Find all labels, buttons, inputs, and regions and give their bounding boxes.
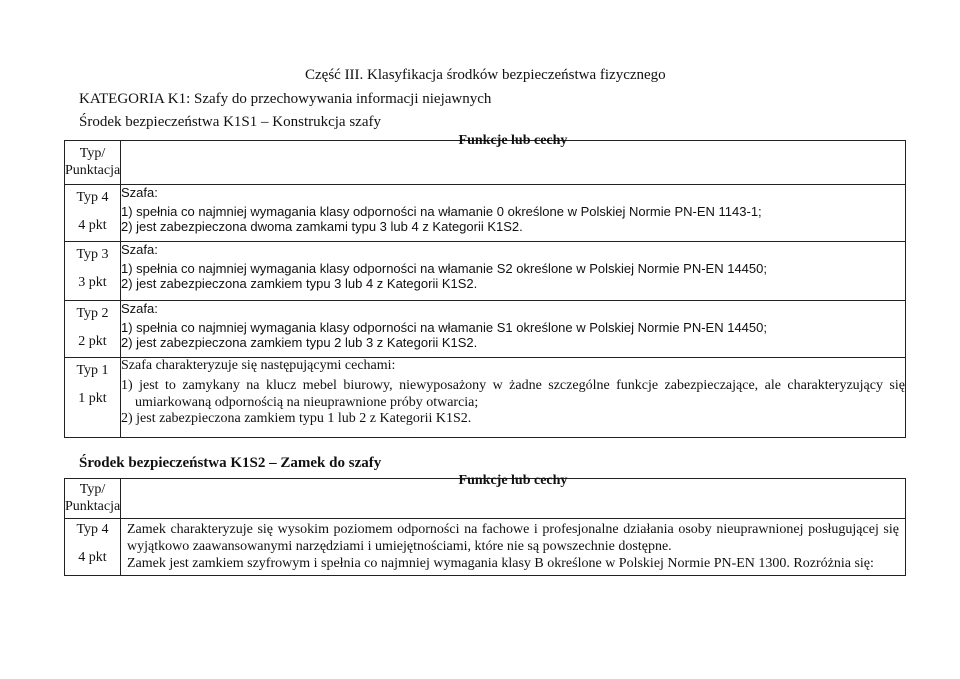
header-features-cell (121, 473, 906, 519)
list-item: 1) spełnia co najmniej wymagania klasy odporności na włamanie S2 określone w Polskiej Normie PN-EN 14450; (121, 260, 767, 276)
list-item: 2) jest zabezpieczona zamkiem typu 3 lub 4 z Kategorii K1S2. (121, 276, 478, 292)
part-title: Część III. Klasyfikacja środków bezpieczeństwa fizycznego (305, 67, 666, 83)
points-label: 3 pkt (78, 274, 107, 290)
lock-description: Zamek charakteryzuje się wysokim poziomem odporności na fachowe i profesjonalne działania osoby nieuprawnionej posługującej się wyjątkowo zaawansowanymi narzędziami i umiejętnościami, które nie są powszechnie dostępne. (127, 522, 899, 554)
table-row (65, 301, 906, 358)
type-cell (65, 519, 121, 576)
type-label: Typ 3 (76, 247, 109, 262)
header-features-label: Funkcje lub cechy (458, 133, 568, 148)
features-cell (121, 242, 906, 301)
category-title: KATEGORIA K1: Szafy do przechowywania informacji niejawnych (79, 91, 492, 107)
table-row (65, 358, 906, 438)
features-cell (121, 519, 906, 576)
lock-requirements: Zamek jest zamkiem szyfrowym i spełnia co najmniej wymagania klasy B określone w Polskiej Normie PN-EN 1300. Rozróżnia się: (127, 555, 874, 571)
points-label: 4 pkt (78, 549, 107, 565)
row-lead: Szafa charakteryzuje się następującymi cechami: (121, 358, 396, 373)
features-cell (121, 358, 906, 438)
list-item: 1) jest to zamykany na klucz mebel biurowy, niewyposażony w żadne szczególne funkcje zabezpieczające, ale charakteryzujący się umiarkowaną odpornością na nieuprawnione próby otwarcia; (121, 377, 905, 410)
type-label: Typ 4 (76, 522, 109, 537)
type-label: Typ 1 (76, 363, 109, 378)
section1-title: Środek bezpieczeństwa K1S1 – Konstrukcja szafy (79, 114, 381, 130)
list-item: 2) jest zabezpieczona zamkiem typu 1 lub 2 z Kategorii K1S2. (121, 411, 472, 427)
security-k1s1-table (64, 133, 906, 438)
points-label: 4 pkt (78, 217, 107, 233)
features-cell (121, 185, 906, 242)
points-label: 1 pkt (78, 390, 107, 406)
type-cell (65, 185, 121, 242)
row-lead: Szafa: (121, 301, 158, 316)
type-cell (65, 242, 121, 301)
header-type-cell (65, 141, 121, 185)
features-cell (121, 301, 906, 358)
table-row (65, 519, 906, 576)
row-lead: Szafa: (121, 242, 158, 257)
table-row (65, 185, 906, 242)
header-points-label: Punktacja (65, 162, 121, 178)
header-type-label: Typ/ (79, 145, 106, 161)
header-features-cell (121, 133, 906, 185)
security-k1s2-table (64, 473, 906, 576)
header-type-label: Typ/ (79, 481, 106, 497)
list-item: 2) jest zabezpieczona zamkiem typu 2 lub 3 z Kategorii K1S2. (121, 335, 478, 351)
header-type-cell (65, 479, 121, 519)
table-header-row (65, 479, 906, 519)
list-item: 1) spełnia co najmniej wymagania klasy odporności na włamanie S1 określone w Polskiej Normie PN-EN 14450; (121, 319, 767, 335)
row-lead: Szafa: (121, 185, 158, 200)
header-points-label: Punktacja (65, 498, 121, 514)
section2-title: Środek bezpieczeństwa K1S2 – Zamek do szafy (79, 455, 382, 471)
type-label: Typ 4 (76, 190, 109, 205)
list-item: 2) jest zabezpieczona dwoma zamkami typu 3 lub 4 z Kategorii K1S2. (121, 219, 523, 235)
table-header-row (65, 141, 906, 185)
header-features-label: Funkcje lub cechy (458, 473, 568, 488)
list-item: 1) spełnia co najmniej wymagania klasy odporności na włamanie 0 określone w Polskiej Normie PN-EN 1143-1; (121, 203, 762, 219)
type-cell (65, 301, 121, 358)
type-cell (65, 358, 121, 438)
type-label: Typ 2 (76, 306, 109, 321)
points-label: 2 pkt (78, 333, 107, 349)
table-row (65, 242, 906, 301)
